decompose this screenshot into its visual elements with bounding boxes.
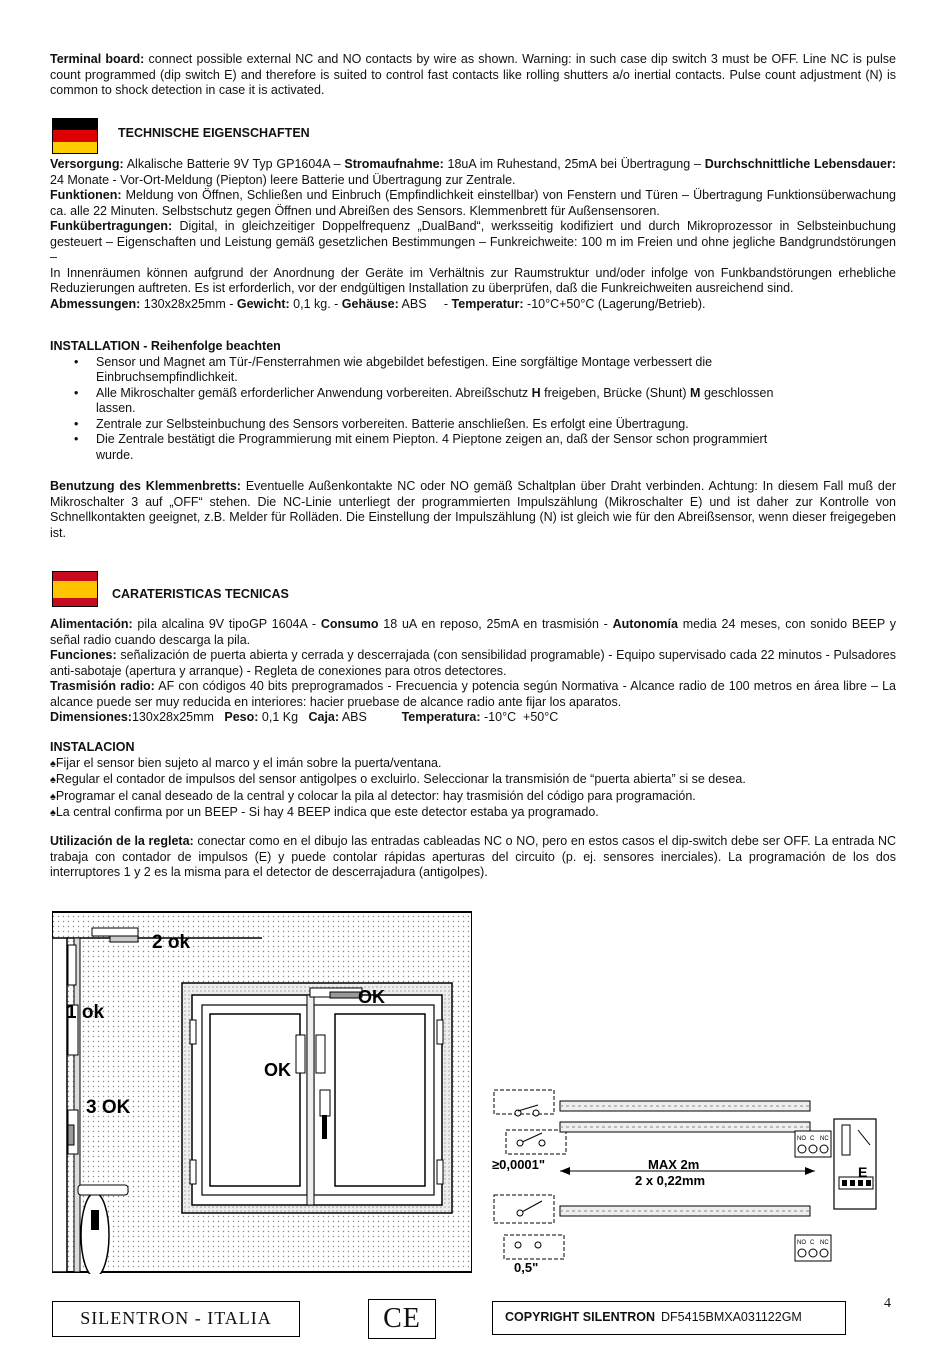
term-nc-bottom: NC [820, 1240, 829, 1246]
spade-icon: ♠ [50, 807, 56, 819]
list-item: • Die Zentrale bestätigt die Programmierung mit einem Piepton. 4 Pieptone zeigen an, daß der Sensor schon programmiert wurde. [96, 432, 796, 463]
de-abm-text: 130x28x25mm - [140, 296, 237, 311]
de-dauer-label: Durchschnittliche Lebensdauer: [704, 157, 897, 171]
de-gew-label: Gewicht: [236, 296, 290, 311]
es-regleta-label: Utilización de la regleta: [50, 834, 194, 848]
door-sensor-top [92, 928, 138, 936]
list-item [50, 756, 896, 773]
es-func-label: Funciones: [50, 648, 117, 662]
term-c-bottom: C [810, 1240, 815, 1246]
term-no-top: NO [797, 1136, 806, 1142]
es-func-text: señalización de puerta abierta y cerrada y descerrajada (con sensibilidad programable) - Equipo supervisado cada 22 minutos - Pulsadores anti-sabotaje (apertura y arranque) - Regleta de conexiones para otros detectores. [50, 648, 896, 678]
de-install-title: INSTALLATION - Reihenfolge beachten [50, 339, 281, 353]
copyright-text: COPYRIGHT SILENTRON [505, 1310, 656, 1325]
document-code: DF5415BMXA031122GM [661, 1310, 802, 1325]
es-cons-text: 18 uA en reposo, 25mA en trasmisión - [378, 617, 613, 631]
es-auto-label: Autonomía [612, 617, 678, 631]
term-nc-top: NC [820, 1136, 829, 1142]
footer-copyright [492, 1301, 846, 1335]
door-handle-icon [81, 1193, 109, 1274]
label-1ok: 1 ok [66, 1002, 105, 1023]
ce-mark-box [368, 1299, 436, 1339]
label-ok-top: OK [358, 987, 385, 1007]
es-temp-label: Temperatura: [401, 710, 481, 724]
installation-diagram [52, 910, 472, 1274]
es-specs [50, 617, 896, 726]
de-gew-text: 0,1 kg. - [289, 296, 342, 311]
es-dim-text: 130x28x25mm [131, 710, 225, 724]
spade-icon: ♠ [50, 757, 56, 770]
list-item [50, 789, 896, 806]
de-versorgung-label: Versorgung: [50, 157, 124, 171]
de-innen-text: In Innenräumen können aufgrund der Anordnung der Geräte im Verhältnis zur Raumstruktur und/oder infolge von Funkbandstörungen erhebliche Reduzierungen auftreten. Es ist erforderlich, vor der endgültigen Installation zu überprüfen, daß die Funkreichweiten ausreichend sind. [50, 265, 896, 295]
list-item [50, 772, 896, 789]
label-e: E [858, 1164, 868, 1180]
de-install-2h: H [531, 385, 541, 400]
es-install-3: Programar el canal deseado de la central y colocar la pila al detector: hay trasmisión del código para programación. [55, 788, 696, 803]
label-wire: 2 x 0,22mm [635, 1173, 706, 1188]
label-gap-bottom: 0,5" [514, 1260, 539, 1275]
es-alim-text: pila alcalina 9V tipoGP 1604A - [132, 617, 321, 631]
es-install-title: INSTALACION [50, 740, 135, 754]
es-tras-label: Trasmisión radio: [50, 679, 155, 693]
sensor-board [834, 1119, 876, 1209]
es-install-2: Regular el contador de impulsos del sensor antigolpes o excluirlo. Seleccionar la transmisión de “puerta abierta” si se desea. [55, 772, 746, 786]
de-klemm-label: Benutzung des Klemmenbretts: [50, 479, 241, 493]
de-strom-text: 18uA im Ruhestand, 25mA bei Übertragung – [443, 157, 705, 171]
term-c-top: C [810, 1136, 815, 1142]
spade-icon: ♠ [50, 790, 56, 803]
external-contact-top [494, 1090, 554, 1114]
es-caja-label: Caja: [308, 710, 340, 724]
de-specs [50, 157, 896, 312]
de-versorgung-text: Alkalische Batterie 9V Typ GP1604A – [123, 157, 345, 171]
de-installation [50, 339, 896, 463]
terminal-label: Terminal board: [50, 52, 145, 66]
de-strom-label: Stromaufnahme: [344, 157, 444, 171]
es-regleta-text: conectar como en el dibujo las entradas cableadas NC o NO, pero en estos casos el dip-switch debe ser OFF. La entrada NC trabaja con contador de impulsos (E) y puede contolar rápidas aperturas del circuito (p. ej. sensores inerciales). La programación de los dos interruptores 1 y 2 es la misma para el detector de descerrajadura (antigolpes). [50, 834, 897, 879]
term-no-bottom: NO [797, 1240, 806, 1246]
es-section-title: CARATERISTICAS TECNICAS [112, 587, 289, 601]
de-geh-text: ABS - [398, 296, 452, 311]
es-cons-label: Consumo [320, 617, 379, 631]
spade-icon: ♠ [50, 774, 56, 786]
label-ok-mid: OK [264, 1060, 291, 1080]
es-installation [50, 740, 896, 822]
de-klemm-text: Eventuelle Außenkontakte NC oder NO gemäß Schaltplan über Draht verbinden. Achtung: In diesem Fall muß der Mikroschalter 3 auf „OFF“ stehen. Die NC-Linie unterliegt der programmierten Impulszählung (Mikroschalter E) und ist daher zur Kontrolle von Schnellkontakten geeignet, z.B. Melder für Rolläden. Die Einstellung der Impulszählung (N) ist gleich wie für den Abreißsensor, wenn dieser freigegeben ist. [50, 479, 896, 540]
label-max: MAX 2m [648, 1157, 700, 1172]
es-install-1: Fijar el sensor bien sujeto al marco y el imán sobre la puerta/ventana. [55, 755, 442, 770]
wiring-diagram [490, 1085, 890, 1275]
de-install-2m: M [690, 385, 701, 400]
de-ueber-text: Digital, in gleichzeitiger Doppelfrequenz „DualBand“, werksseitig kodifiziert und durch Mikroprozessor in Selbsteinbuchung gesteuert – Eigenschaften und Leistung gemäß gesetzlichen Bestimmungen – Funkreichweite: 100 m im Freien und ohne jegliche Bandgrundstörungen – [50, 219, 896, 264]
de-geh-label: Gehäuse: [341, 296, 399, 311]
es-alim-label: Alimentación: [50, 617, 133, 631]
de-temp-label: Temperatur: [451, 296, 524, 311]
page-number: 4 [884, 1296, 891, 1311]
de-install-2b: freigeben, Brücke (Shunt) [540, 385, 691, 400]
de-temp-text: -10°C+50°C (Lagerung/Betrieb). [523, 296, 706, 311]
es-peso-text: 0,1 Kg [258, 710, 309, 724]
list-item: • Zentrale zur Selbsteinbuchung des Sensors vorbereiten. Batterie anschließen. Es erfolgt eine Übertragung. [96, 417, 796, 433]
es-auto-text: media 24 meses, con sonido BEEP y señal radio cuando descarga la pila. [50, 617, 896, 647]
es-install-4: La central confirma por un BEEP - Si hay 4 BEEP indica que este detector estaba ya programado. [55, 805, 599, 819]
de-ueber-label: Funkübertragungen: [50, 219, 173, 233]
terminal-board-en [50, 52, 896, 99]
ce-mark-icon: CE [383, 1303, 421, 1335]
es-caja-text: ABS [339, 710, 402, 724]
de-dauer-text: 24 Monate - Vor-Ort-Meldung (Piepton) leere Batterie und Übertragung zur Zentrale. [50, 172, 516, 187]
de-section-title: TECHNISCHE EIGENSCHAFTEN [118, 126, 310, 140]
es-tras-text: AF con códigos 40 bits preprogramados - Frecuencia y potencia según Normativa - Alcance radio de 100 metros en área libre – La alcance puede ser muy reducida en interiores: hacier pruebase de alcance radio ante fijar los aparatos. [50, 679, 897, 709]
list-item [96, 386, 796, 417]
es-temp-text: -10°C +50°C [480, 710, 559, 724]
de-install-2a: Alle Mikroschalter gemäß erforderlicher Anwendung vorbereiten. Abreißschutz [96, 385, 532, 400]
list-item: • Sensor und Magnet am Tür-/Fensterrahmen wie abgebildet befestigen. Eine sorgfältige Montage verbessert die Einbruchsempfindlichkeit. [96, 355, 796, 386]
de-abm-label: Abmessungen: [50, 296, 141, 311]
label-gap-top: ≥0,0001" [492, 1157, 546, 1172]
es-peso-label: Peso: [224, 710, 259, 724]
spanish-flag-icon [52, 571, 98, 607]
label-2ok: 2 ok [152, 932, 191, 953]
footer-brand: SILENTRON - ITALIA [52, 1301, 300, 1337]
de-funk-label: Funktionen: [50, 188, 122, 202]
list-item [50, 805, 896, 822]
label-3ok: 3 OK [86, 1097, 131, 1118]
de-install-2c: geschlossen lassen. [96, 385, 774, 415]
german-flag-icon [52, 118, 98, 154]
de-funk-text: Meldung von Öffnen, Schließen und Einbruch (Empfindlichkeit einstellbar) von Fenstern und Türen – Übertragung Funktionsüberwachung ca. alle 22 Minuten. Selbstschutz gegen Öffnen und Abreißen des Sensors. Klemmenbrett für Außensensoren. [50, 188, 896, 218]
es-regleta [50, 834, 896, 881]
de-klemmenbrett [50, 479, 896, 541]
terminal-text: connect possible external NC and NO contacts by wire as shown. Warning: in such case dip switch 3 must be OFF. Line NC is pulse count programmed (dip switch E) and therefore is suited to control fast contacts like rolling shutters a/o inertial contacts. Pulse count adjustment (N) is common to shock detection in case it is activated. [50, 52, 897, 97]
es-dim-label: Dimensiones: [50, 710, 132, 724]
